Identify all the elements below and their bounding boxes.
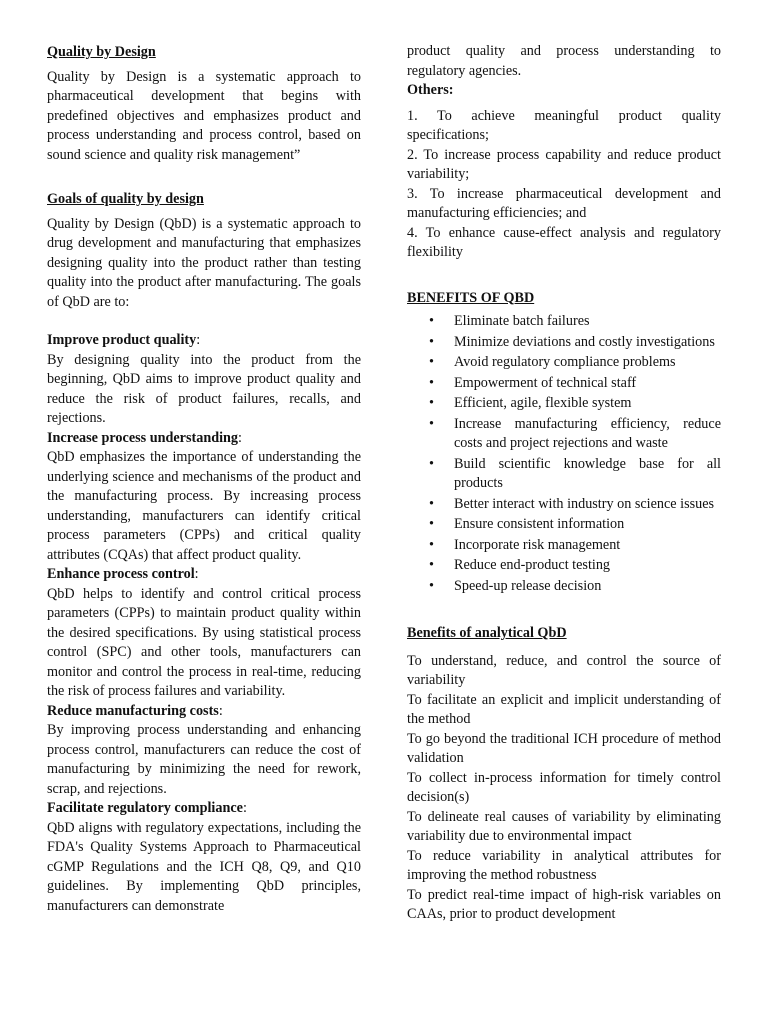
- section-heading-analytical-qbd: Benefits of analytical QbD: [407, 625, 567, 641]
- benefit-item: • Incorporate risk management: [407, 536, 721, 556]
- goal-title: Increase process understanding:: [47, 429, 242, 446]
- benefit-item: • Ensure consistent information: [407, 515, 721, 535]
- continued-paragraph: product quality and process understanding to regulatory agencies.: [407, 43, 721, 79]
- analytical-item: To understand, reduce, and control the source of variability: [407, 652, 721, 688]
- analytical-item: To predict real-time impact of high-risk variables on CAAs, prior to product development: [407, 886, 721, 922]
- goal-item: [47, 799, 361, 916]
- analytical-item: To facilitate an explicit and implicit understanding of the method: [407, 691, 721, 727]
- goal-title: Improve product quality:: [47, 332, 201, 348]
- benefit-item: • Increase manufacturing efficiency, reduce costs and project rejections and waste: [407, 415, 721, 454]
- benefit-item: • Avoid regulatory compliance problems: [407, 353, 721, 373]
- left-column: [47, 0, 361, 916]
- benefit-item: • Build scientific knowledge base for all products: [407, 455, 721, 494]
- analytical-item: To delineate real causes of variability by eliminating variability due to environmental impact: [407, 808, 721, 844]
- section-heading-benefits: BENEFITS OF QBD: [407, 289, 535, 306]
- analytical-item: To collect in-process information for timely control decision(s): [407, 769, 721, 805]
- right-column: [407, 0, 721, 925]
- benefit-item: • Speed-up release decision: [407, 577, 721, 597]
- goal-item: [47, 429, 361, 566]
- section-heading-qbd: Quality by Design: [47, 44, 156, 60]
- benefit-item: • Reduce end-product testing: [407, 556, 721, 576]
- goal-item: [47, 331, 361, 429]
- goal-text: By improving process understanding and enhancing process control, manufacturers can reduce the cost of manufacturing by minimizing the need for rework, scrap, and rejections.: [47, 722, 361, 797]
- analytical-item: To go beyond the traditional ICH procedure of method validation: [407, 730, 721, 766]
- qbd-definition: Quality by Design is a systematic approach to pharmaceutical development that begins with predefined objectives and emphasizes product and process understanding and process control, based on sound science and quality risk management”: [47, 68, 361, 163]
- others-item: 1. To achieve meaningful product quality specifications;: [407, 107, 721, 143]
- goal-text: QbD aligns with regulatory expectations, including the FDA's Quality Systems Approach to Pharmaceutical cGMP Regulations and the ICH Q8, Q9, and Q10 guidelines. By implementing QbD principles, manufacturers can demonstrate: [47, 819, 361, 914]
- goal-text: QbD helps to identify and control critical process parameters (CPPs) to maintain product quality within the desired specifications. By using statistical process control (SPC) and other tools, manufacturers can monitor and control the process in real-time, reducing the risk of process failures and variability.: [47, 585, 361, 699]
- analytical-list: [407, 652, 721, 925]
- goal-text: QbD emphasizes the importance of understanding the underlying science and mechanisms of the product and the manufacturing process. By increasing process understanding, manufacturers can identify critical process parameters (CPPs) and critical quality attributes (CQAs) that affect product quality.: [47, 449, 361, 563]
- benefit-item: • Eliminate batch failures: [407, 312, 721, 332]
- goal-title: Facilitate regulatory compliance:: [47, 800, 247, 816]
- others-item: 4. To enhance cause-effect analysis and regulatory flexibility: [407, 224, 721, 260]
- goal-title: Enhance process control:: [47, 566, 199, 582]
- benefit-item: • Minimize deviations and costly investigations: [407, 333, 721, 353]
- benefit-item: • Efficient, agile, flexible system: [407, 394, 721, 414]
- goal-item: [47, 702, 361, 800]
- goal-title: Reduce manufacturing costs:: [47, 702, 223, 719]
- goal-text: By designing quality into the product from the beginning, QbD aims to improve product quality and reduce the risk of product failures, recalls, and rejections.: [47, 351, 361, 426]
- others-heading: Others:: [407, 82, 454, 98]
- others-list: [407, 107, 721, 263]
- section-heading-goals: Goals of quality by design: [47, 191, 204, 207]
- others-item: 3. To increase pharmaceutical development and manufacturing efficiencies; and: [407, 185, 721, 221]
- benefits-list: [407, 312, 721, 596]
- others-item: 2. To increase process capability and reduce product variability;: [407, 146, 721, 182]
- benefit-item: • Better interact with industry on science issues: [407, 495, 721, 515]
- goals-intro: Quality by Design (QbD) is a systematic approach to drug development and manufacturing that emphasizes designing quality into the product rather than testing quality into the product after manufacturing. The goals of QbD are to:: [47, 215, 361, 310]
- goal-item: [47, 565, 361, 702]
- benefit-item: • Empowerment of technical staff: [407, 374, 721, 394]
- analytical-item: To reduce variability in analytical attributes for improving the method robustness: [407, 847, 721, 883]
